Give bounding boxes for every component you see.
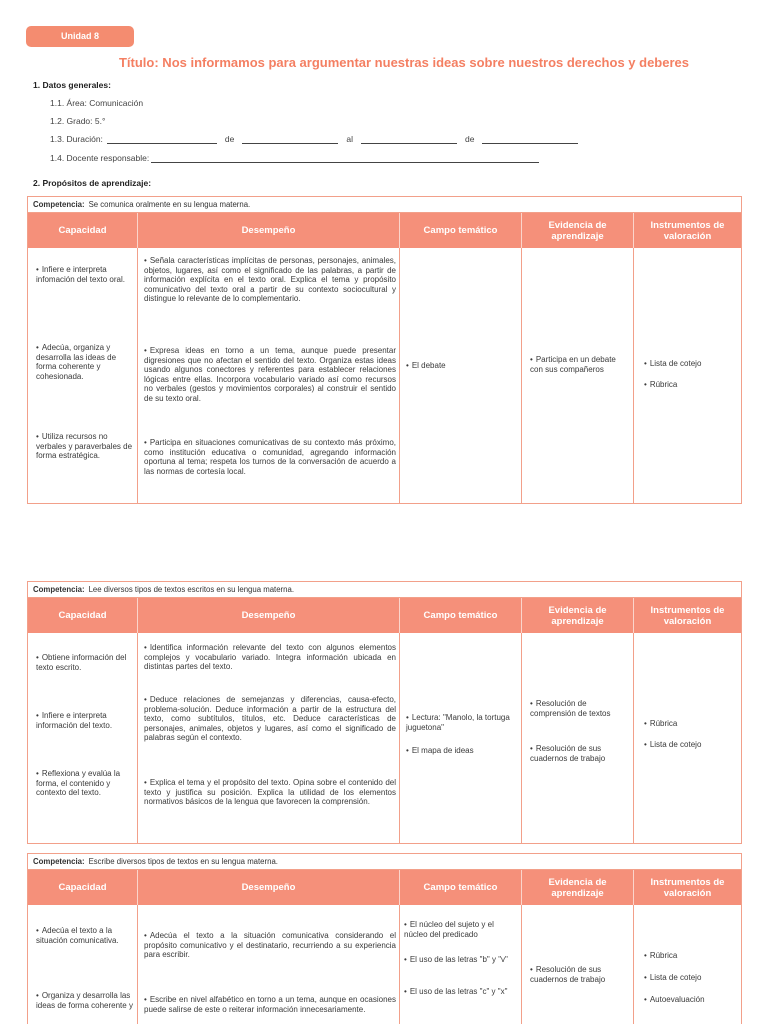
list-item: • El mapa de ideas: [406, 746, 518, 756]
page-title: Título: Nos informamos para argumentar nuestras ideas sobre nuestros derechos y deberes: [118, 55, 689, 70]
desempeno-cell: [138, 905, 400, 1024]
area-text: 1.1. Área: Comunicación: [50, 98, 144, 108]
unit-badge: Unidad 8: [26, 26, 134, 47]
header-evidencia: Evidencia de aprendizaje: [522, 870, 634, 905]
list-item: • Adecúa el texto a la situación comunicativa.: [36, 926, 134, 945]
instrumentos-cell: [634, 248, 741, 503]
capacidad-cell: [28, 633, 138, 843]
list-item: • Resolución de sus cuadernos de trabajo: [530, 744, 626, 763]
duration-start-field[interactable]: [107, 134, 217, 144]
desempeno-cell: [138, 248, 400, 503]
competency-table-writing: [27, 853, 742, 1024]
campo-cell: [400, 248, 522, 503]
header-instrumentos: Instrumentos de valoración: [650, 604, 725, 627]
campo-cell: [400, 905, 522, 1024]
competency-row: [28, 854, 741, 870]
list-item: • Expresa ideas en torno a un tema, aunque puede presentar digresiones que no afectan el sentido del texto. Organiza estas ideas usando algunos conectores y referentes para establecer relaciones lógicas entre ellas. Incorpora vocabulario variado así como recursos no verbales (gestos y movimientos corporales) al construir el sentido de su texto oral.: [144, 346, 396, 404]
section-general-heading: 1. Datos generales:: [33, 80, 111, 90]
general-area: [50, 98, 143, 108]
list-item: • Utiliza recursos no verbales y paraverbales de forma estratégica.: [36, 432, 134, 461]
header-campo: Campo temático: [400, 213, 522, 248]
general-duration: [50, 134, 578, 144]
grade-text: 1.2. Grado: 5.°: [50, 116, 106, 126]
evidencia-cell: [522, 633, 634, 843]
header-evidencia: Evidencia de aprendizaje: [522, 213, 634, 248]
competency-text: Lee diversos tipos de textos escritos en su lengua materna.: [88, 585, 294, 594]
list-item: • Infiere e interpreta información del texto.: [36, 711, 134, 730]
list-item: • Explica el tema y el propósito del texto. Opina sobre el contenido del texto y justifica su posición. Explica la utilidad de los elementos normativos básicos de la lengua que favorecen la comprensión.: [144, 778, 396, 807]
header-desempeno: Desempeño: [138, 870, 400, 905]
list-item: • Participa en situaciones comunicativas de su contexto más próximo, como institución educativa o comunidad, agregando información oportuna al tema; respeta los turnos de la conversación de acuerdo a las normas de cortesía local.: [144, 438, 396, 476]
competency-text: Se comunica oralmente en su lengua materna.: [88, 200, 251, 209]
list-item: • Organiza y desarrolla las ideas de forma coherente y: [36, 991, 134, 1010]
competency-label: Competencia:: [33, 857, 85, 866]
table-body: [28, 248, 741, 503]
list-item: • Infiere e interpreta infomación del texto oral.: [36, 265, 134, 284]
instrumentos-cell: [634, 633, 741, 843]
section-purposes-heading: 2. Propósitos de aprendizaje:: [33, 178, 152, 188]
duration-label: 1.3. Duración:: [50, 134, 103, 144]
competency-label: Competencia:: [33, 585, 85, 594]
table-header: [28, 213, 741, 248]
list-item: • Lista de cotejo: [644, 740, 756, 750]
capacidad-cell: [28, 248, 138, 503]
table-header: [28, 598, 741, 633]
competency-table-reading: [27, 581, 742, 844]
header-desempeno: Desempeño: [138, 213, 400, 248]
capacidad-cell: [28, 905, 138, 1024]
header-capacidad: Capacidad: [28, 213, 138, 248]
header-desempeno: Desempeño: [138, 598, 400, 633]
table-body: [28, 905, 741, 1024]
list-item: • Identifica información relevante del texto con algunos elementos complejos y vocabulario variado. Integra información ubicada en distintas partes del texto.: [144, 643, 396, 672]
list-item: • Adecúa, organiza y desarrolla las ideas de forma coherente y cohesionada.: [36, 343, 134, 381]
list-item: • Resolución de comprensión de textos: [530, 699, 626, 718]
list-item: • Adecúa el texto a la situación comunicativa considerando el propósito comunicativo y el destinatario, recurriendo a su experiencia para escribir.: [144, 931, 396, 960]
list-item: • Deduce relaciones de semejanzas y diferencias, causa-efecto, problema-solución. Deduce información a partir de la estructura del texto, como subtítulos, títulos, etc. Deduce características de personajes, animales, objetos y lugares, así como el significado de palabras según el contexto.: [144, 695, 396, 743]
header-instrumentos: Instrumentos de valoración: [650, 219, 725, 242]
list-item: • Rúbrica: [644, 951, 756, 961]
list-item: • Señala características implícitas de personas, personajes, animales, objetos, lugares, así como el significado de las palabras, a partir de información explícita en el texto oral. Explica el tema y propósito comunicativo del texto oral a partir de su contexto sociocultural y distingue lo relevante de lo complementario.: [144, 256, 396, 304]
header-capacidad: Capacidad: [28, 598, 138, 633]
list-item: • El debate: [406, 361, 518, 371]
instrumentos-cell: [634, 905, 741, 1024]
duration-de2-label: de: [465, 134, 475, 144]
competency-label: Competencia:: [33, 200, 85, 209]
header-campo: Campo temático: [400, 598, 522, 633]
list-item: • Lectura: "Manolo, la tortuga juguetona": [406, 713, 518, 732]
list-item: • Resolución de sus cuadernos de trabajo: [530, 965, 626, 984]
list-item: • El núcleo del sujeto y el núcleo del predicado: [404, 920, 516, 939]
list-item: • Obtiene información del texto escrito.: [36, 653, 134, 672]
evidencia-cell: [522, 248, 634, 503]
table-header: [28, 870, 741, 905]
list-item: • Escribe en nivel alfabético en torno a un tema, aunque en ocasiones puede salirse de este o reiterar información innecesariamente.: [144, 995, 396, 1014]
list-item: • El uso de las letras "c" y "x": [404, 987, 516, 997]
header-evidencia: Evidencia de aprendizaje: [522, 598, 634, 633]
list-item: • Autoevaluación: [644, 995, 756, 1005]
list-item: • El uso de las letras "b" y "v": [404, 955, 516, 965]
duration-end-field[interactable]: [361, 134, 457, 144]
competency-row: [28, 197, 741, 213]
teacher-field[interactable]: [151, 153, 539, 163]
duration-al-label: al: [346, 134, 354, 144]
duration-end-month-field[interactable]: [482, 134, 578, 144]
competency-row: [28, 582, 741, 598]
list-item: • Lista de cotejo: [644, 359, 756, 369]
desempeno-cell: [138, 633, 400, 843]
general-grade: [50, 116, 105, 126]
header-capacidad: Capacidad: [28, 870, 138, 905]
competency-text: Escribe diversos tipos de textos en su lengua materna.: [88, 857, 278, 866]
duration-de-label: de: [224, 134, 235, 144]
competency-table-oral: [27, 196, 742, 504]
campo-cell: [400, 633, 522, 843]
header-campo: Campo temático: [400, 870, 522, 905]
teacher-label: 1.4. Docente responsable:: [50, 153, 150, 163]
table-body: [28, 633, 741, 843]
list-item: • Reflexiona y evalúa la forma, el contenido y contexto del texto.: [36, 769, 134, 798]
list-item: • Lista de cotejo: [644, 973, 756, 983]
evidencia-cell: [522, 905, 634, 1024]
list-item: • Rúbrica: [644, 380, 756, 390]
header-instrumentos: Instrumentos de valoración: [650, 876, 725, 899]
general-teacher: [50, 153, 539, 163]
list-item: • Rúbrica: [644, 719, 756, 729]
list-item: • Participa en un debate con sus compañeros: [530, 355, 626, 374]
duration-start-month-field[interactable]: [242, 134, 338, 144]
